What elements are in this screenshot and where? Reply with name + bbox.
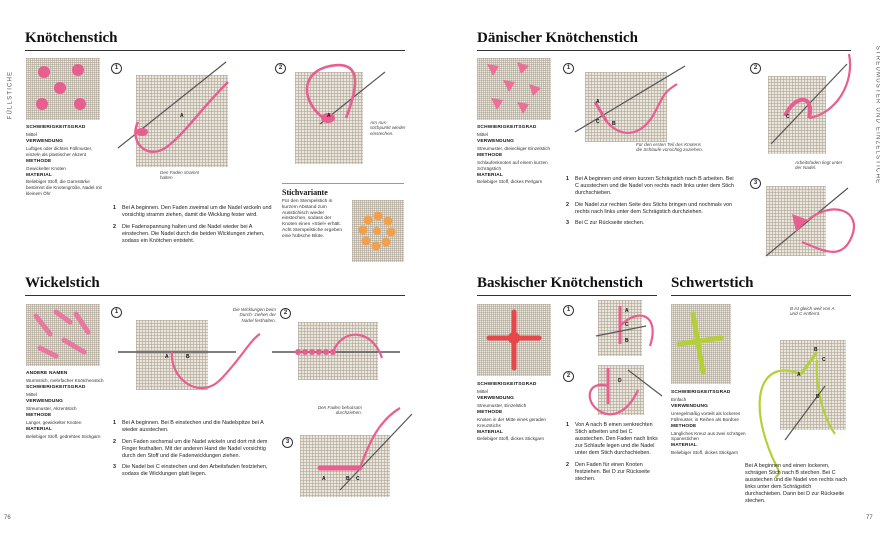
step-text: Von A nach B einen senkrechten Stich arbeiten und bei C ausstechen. Den Faden nach links zur Schlaufe legen und die Nadel unter dem Stich durchschieben.: [575, 422, 658, 456]
step-badge-2: 2: [275, 63, 286, 74]
diagram-daenisch-3: [762, 180, 862, 260]
step-number: 1: [566, 422, 569, 428]
point-label-a: A: [797, 372, 801, 378]
material-value: Beliebiger Stoff, dickes Stickgarn: [477, 436, 545, 442]
section-title-knoetchenstich: Knötchenstich: [25, 30, 118, 46]
point-label-b: B: [814, 347, 818, 353]
method-value: Langer, gewickelter Knoten: [26, 419, 82, 425]
point-label-c: C: [596, 119, 600, 125]
callout-distance: B ist gleich weit von A und C entfernt.: [790, 306, 835, 317]
variant-text: Für den Stempelstich in kurzem Abstand zum Ausstichisch wieder einstechen, sodass der Knoten einen »Stiel« erhält. Acht Stempelstiche ergeben eine hübsche Blüte.: [282, 199, 342, 239]
difficulty-value: Mittel: [477, 388, 488, 394]
use-value: Streumuster, Einzelstich: [477, 402, 527, 408]
info-wickelstich: [26, 371, 104, 441]
step-badge-1: 1: [563, 305, 574, 316]
point-label-a: A: [625, 308, 629, 314]
step-item: [566, 220, 736, 227]
material-heading: MATERIAL: [26, 172, 53, 178]
sword-stitch-sample: [671, 304, 731, 384]
title-rule: [477, 50, 851, 51]
step-number: 2: [113, 438, 116, 445]
difficulty-value: Mittel: [477, 131, 488, 137]
names-heading: ANDERE NAMEN: [26, 371, 68, 376]
difficulty-value: Einfach: [671, 396, 687, 402]
point-label-c: C: [356, 476, 360, 482]
point-label-c: C: [786, 114, 790, 120]
sample-photo-knoetchenstich: [26, 58, 100, 120]
use-heading: VERWENDUNG: [477, 138, 515, 144]
step-item: [113, 420, 273, 434]
point-label-a: A: [596, 99, 600, 105]
page-number-right: 77: [866, 515, 873, 521]
use-heading: VERWENDUNG: [26, 138, 64, 144]
variant-rule: [282, 183, 404, 184]
step-item: [113, 205, 273, 219]
point-label-b: B: [346, 476, 350, 482]
diagram-baskisch-1: [590, 296, 670, 366]
section-title-baskisch: Baskischer Knötchenstich: [477, 275, 643, 291]
info-daenisch: [477, 125, 557, 186]
method-heading: METHODE: [26, 158, 52, 164]
step-number: 2: [566, 461, 569, 468]
step-text: Bei C zur Rückseite stechen.: [575, 220, 645, 226]
callout-wraps: Die Wicklungen beim Durch- ziehen der Nadel festhalten.: [232, 307, 276, 323]
callout-hold: Den Faden stramm halten: [160, 170, 200, 181]
callout-thread: Arbeitsfaden liegt unter der Nadel.: [795, 160, 843, 171]
step-badge-3: 3: [282, 437, 293, 448]
diagram-wickel-2: [272, 318, 402, 388]
material-heading: MATERIAL: [26, 426, 53, 432]
step-item: [113, 464, 273, 478]
step-number: 1: [113, 420, 116, 426]
point-label-b: B: [625, 338, 629, 344]
point-label-a: A: [322, 476, 326, 482]
difficulty-heading: SCHWIERIGKEITSGRAD: [26, 125, 86, 130]
title-rule: [25, 50, 405, 51]
title-rule: [671, 295, 851, 296]
step-number: 1: [566, 176, 569, 182]
material-heading: MATERIAL: [671, 443, 698, 449]
section-title-wickelstich: Wickelstich: [25, 275, 100, 291]
steps-baskisch: [566, 422, 662, 487]
point-label-d: D: [618, 378, 622, 384]
french-knots-sample: [26, 58, 100, 120]
step-badge-2: 2: [750, 63, 761, 74]
use-heading: VERWENDUNG: [477, 395, 515, 401]
steps-knoetchenstich: [113, 205, 273, 249]
method-heading: METHODE: [477, 152, 503, 158]
diagram-wickel-1: [110, 310, 260, 410]
point-label-c: C: [625, 322, 629, 328]
method-value: Längliches Kreuz aus zwei schrägen Spannstichen: [671, 430, 746, 442]
section-title-daenisch: Dänischer Knötchenstich: [477, 30, 638, 46]
use-heading: VERWENDUNG: [671, 403, 709, 409]
point-label-b: B: [186, 354, 190, 360]
step-number: 2: [566, 201, 569, 208]
difficulty-heading: SCHWIERIGKEITSGRAD: [477, 125, 537, 130]
use-value: Streumuster, Akzentstich: [26, 405, 77, 411]
side-label-right: STREUMUSTER UND EINZELSTICHE: [874, 45, 880, 185]
step-badge-2: 2: [280, 308, 291, 319]
step-badge-1: 1: [563, 63, 574, 74]
step-number: 3: [566, 220, 569, 226]
step-item: [566, 462, 662, 483]
material-value: Beliebiger Stoff, dickes Perlgarn: [477, 179, 543, 185]
side-label-left: FÜLLSTICHE: [7, 70, 14, 120]
step-text: Bei A beginnen und einen lockeren, schrägen Stich nach B stechen. Bei C ausstechen und die Nadel von rechts nach links unter dem Schrägstich durchschieben. Dann bei D zur Rückseite stechen.: [745, 463, 847, 504]
step-item: [566, 202, 736, 216]
steps-wickelstich: [113, 420, 273, 483]
use-heading: VERWENDUNG: [26, 398, 64, 404]
callout-exit: Am Aus- stichpunkt wieder einstechen.: [370, 120, 406, 136]
use-value: Luftiges oder dichtes Füllmuster, einzeln als plastischer Akzent: [26, 145, 93, 157]
difficulty-value: Mittel: [26, 391, 37, 397]
material-value: Beliebiger Stoff, dickes Stickgarn: [671, 450, 739, 456]
diagram-daenisch-1: [565, 62, 695, 152]
use-value: Streumuster, dreieckiger Einzelstich: [477, 145, 551, 151]
step-text: Bei A beginnen. Den Faden zweimal um die Nadel wickeln und vorsichtig stramm ziehen, damit die Wicklung fester wird.: [122, 205, 272, 218]
point-label-c: C: [822, 357, 826, 363]
step-badge-1: 1: [111, 63, 122, 74]
sample-photo-daenisch: [477, 58, 551, 120]
step-number: 3: [113, 464, 116, 470]
step-text: Den Faden sechsmal um die Nadel wickeln und dort mit dem Finger festhalten. Mit der anderen Hand die Nadel vorsichtig durch den Stoff und die Fadenwicklungen ziehen.: [122, 438, 268, 459]
bullion-sample: [26, 304, 100, 366]
diagram-knoetchen-1: [108, 62, 248, 172]
material-value: Beliebiger Stoff, die Garnstärke bestimmt die Knotengröße, Nadel mit kleinem Öhr: [26, 179, 102, 196]
difficulty-heading: SCHWIERIGKEITSGRAD: [477, 382, 537, 387]
diagram-wickel-3: [300, 400, 420, 500]
variant-title: Stichvariante: [282, 188, 328, 197]
step-number: 1: [113, 205, 116, 211]
flower-sample: [352, 200, 404, 262]
method-value: Gewickelter Knoten: [26, 165, 66, 171]
danish-knot-sample: [477, 58, 551, 120]
step-item: [566, 176, 736, 197]
point-label-a: A: [165, 354, 169, 360]
step-badge-2: 2: [563, 371, 574, 382]
sample-photo-baskisch: [477, 304, 551, 376]
difficulty-value: Mittel: [26, 131, 37, 137]
variant-photo-flower: [352, 200, 404, 262]
step-text: Die Fadenspannung halten und die Nadel wieder bei A einstechen. Die Nadel durch die beiden Wicklungen ziehen, sodass ein Knötchen entsteht.: [122, 223, 265, 244]
step-text: Die Nadel bei C einstechen und den Arbeitsfaden festziehen, sodass die Wicklungen glatt liegen.: [122, 464, 268, 477]
method-heading: METHODE: [671, 423, 697, 429]
sample-photo-schwert: [671, 304, 731, 384]
sample-photo-wickelstich: [26, 304, 100, 366]
diagram-daenisch-2: [765, 54, 865, 164]
diagram-knoetchen-2: [290, 62, 400, 162]
method-value: Schlaufenknoten auf einem kurzen Schrägstich: [477, 159, 548, 171]
step-badge-1: 1: [111, 307, 122, 318]
diagram-baskisch-2: [578, 360, 668, 420]
callout-loop: Für den ersten Teil des Knotens die Schlaufe vorsichtig zuziehen.: [636, 142, 703, 153]
names-value: Wurmstich, mehrfacher Knötchenstich: [26, 377, 104, 383]
difficulty-heading: SCHWIERIGKEITSGRAD: [26, 384, 86, 390]
point-label-d: D: [816, 394, 820, 400]
use-value: Unregelmäßig vorteilt als lockeres Füllmuster, in Reihen als Bordüre: [671, 410, 741, 422]
method-value: Knoten in der Mitte eines geraden Kreuzstichs: [477, 416, 546, 428]
step-item: [113, 224, 273, 245]
step-text: Bei A beginnen und einen kurzen Schrägstich nach B arbeiten. Bei C ausstechen und die Nadel von rechts nach links unter dem Stich durchschieben.: [575, 176, 734, 196]
diagram-schwert: [745, 330, 855, 480]
method-heading: METHODE: [477, 409, 503, 415]
step-text: Den Faden für einen Knoten festziehen. Bei D zur Rückseite stechen.: [575, 461, 650, 482]
title-rule: [25, 295, 405, 296]
basque-knot-sample: [477, 304, 551, 376]
steps-daenisch: [566, 176, 736, 232]
point-label-a: A: [180, 113, 184, 119]
step-number: 2: [113, 223, 116, 230]
step-item: [745, 463, 849, 505]
material-value: Beliebiger Stoff, gedrehtes Stickgarn: [26, 433, 101, 439]
section-title-schwert: Schwertstich: [671, 275, 754, 291]
info-baskisch: [477, 382, 557, 443]
step-badge-3: 3: [750, 178, 761, 189]
steps-schwert: [745, 463, 849, 510]
point-label-b: B: [612, 121, 616, 127]
page-number-left: 76: [4, 515, 11, 521]
method-heading: METHODE: [26, 412, 52, 418]
step-item: [113, 439, 273, 460]
difficulty-heading: SCHWIERIGKEITSGRAD: [671, 390, 731, 395]
point-label-a-2: A: [327, 113, 331, 119]
material-heading: MATERIAL: [477, 172, 504, 178]
step-text: Die Nadel zur rechten Seite des Stichs bringen und nochmals von rechts nach links unter dem Schrägstich durchziehen.: [575, 201, 733, 215]
step-item: [566, 422, 662, 457]
material-heading: MATERIAL: [477, 429, 504, 435]
step-text: Bei A beginnen. Bei B einstechen und die Nadelspitze bei A wieder ausstechen.: [122, 420, 264, 433]
info-knoetchenstich: [26, 125, 104, 198]
callout-tighten: Den Faden behutsam durchziehen.: [317, 405, 362, 416]
info-schwert: [671, 390, 751, 457]
